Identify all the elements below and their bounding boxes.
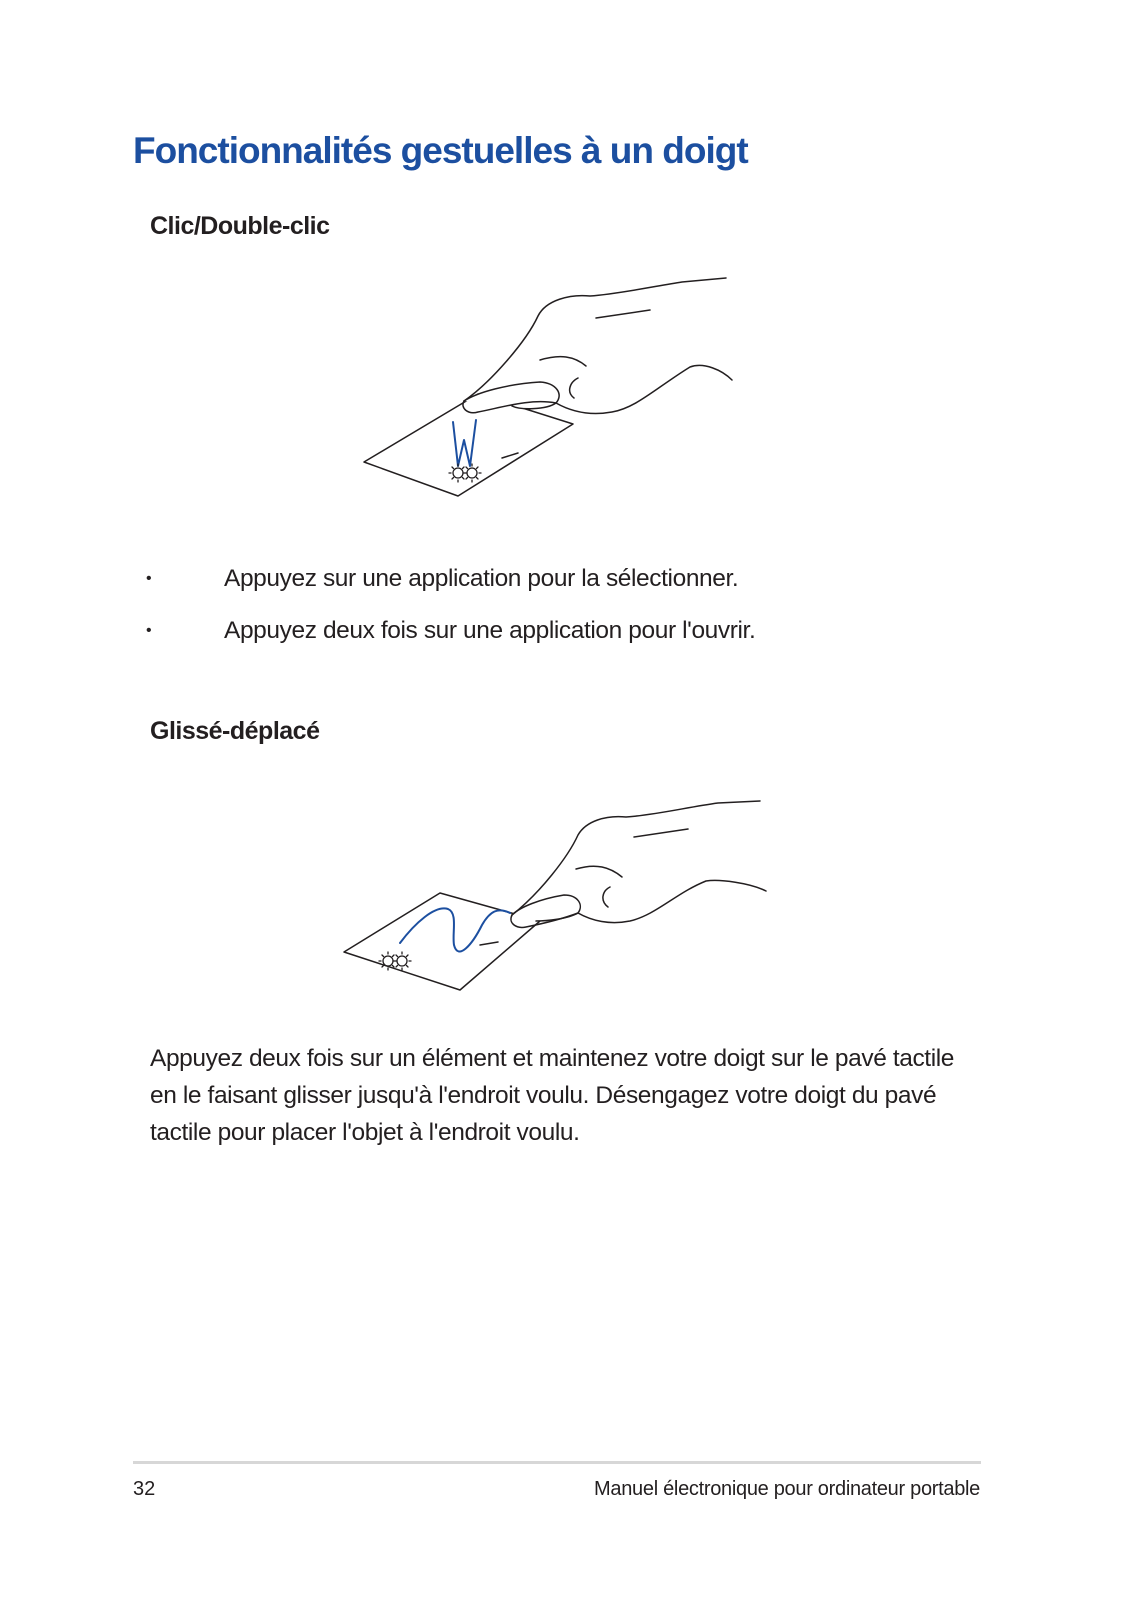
click-instructions-list bbox=[146, 563, 755, 667]
bullet-icon: • bbox=[146, 570, 152, 587]
hand-icon bbox=[511, 801, 766, 927]
one-finger-drag-illustration bbox=[340, 795, 780, 1005]
footer-manual-title: Manuel électronique pour ordinateur portable bbox=[594, 1478, 980, 1500]
list-item bbox=[146, 563, 755, 615]
page-title: Fonctionnalités gestuelles à un doigt bbox=[133, 130, 748, 171]
list-item-text: Appuyez deux fois sur une application pour l'ouvrir. bbox=[224, 617, 756, 644]
bullet-icon: • bbox=[146, 622, 152, 639]
drag-description: Appuyez deux fois sur un élément et maintenez votre doigt sur le pavé tactile en le faisant glisser jusqu'à l'endroit voulu. Désengagez votre doigt du pavé tactile pour placer l'objet à l'endroit voulu. bbox=[150, 1045, 955, 1146]
page-number: 32 bbox=[133, 1478, 156, 1500]
section-heading-click: Clic/Double-clic bbox=[150, 212, 330, 240]
touchpad-outline bbox=[364, 394, 573, 496]
list-item bbox=[146, 615, 755, 667]
section-heading-drag: Glissé-déplacé bbox=[150, 717, 320, 745]
list-item-text: Appuyez sur une application pour la sélectionner. bbox=[224, 565, 739, 592]
footer-divider bbox=[133, 1461, 981, 1464]
one-finger-tap-illustration bbox=[360, 270, 750, 510]
hand-icon bbox=[463, 278, 732, 414]
